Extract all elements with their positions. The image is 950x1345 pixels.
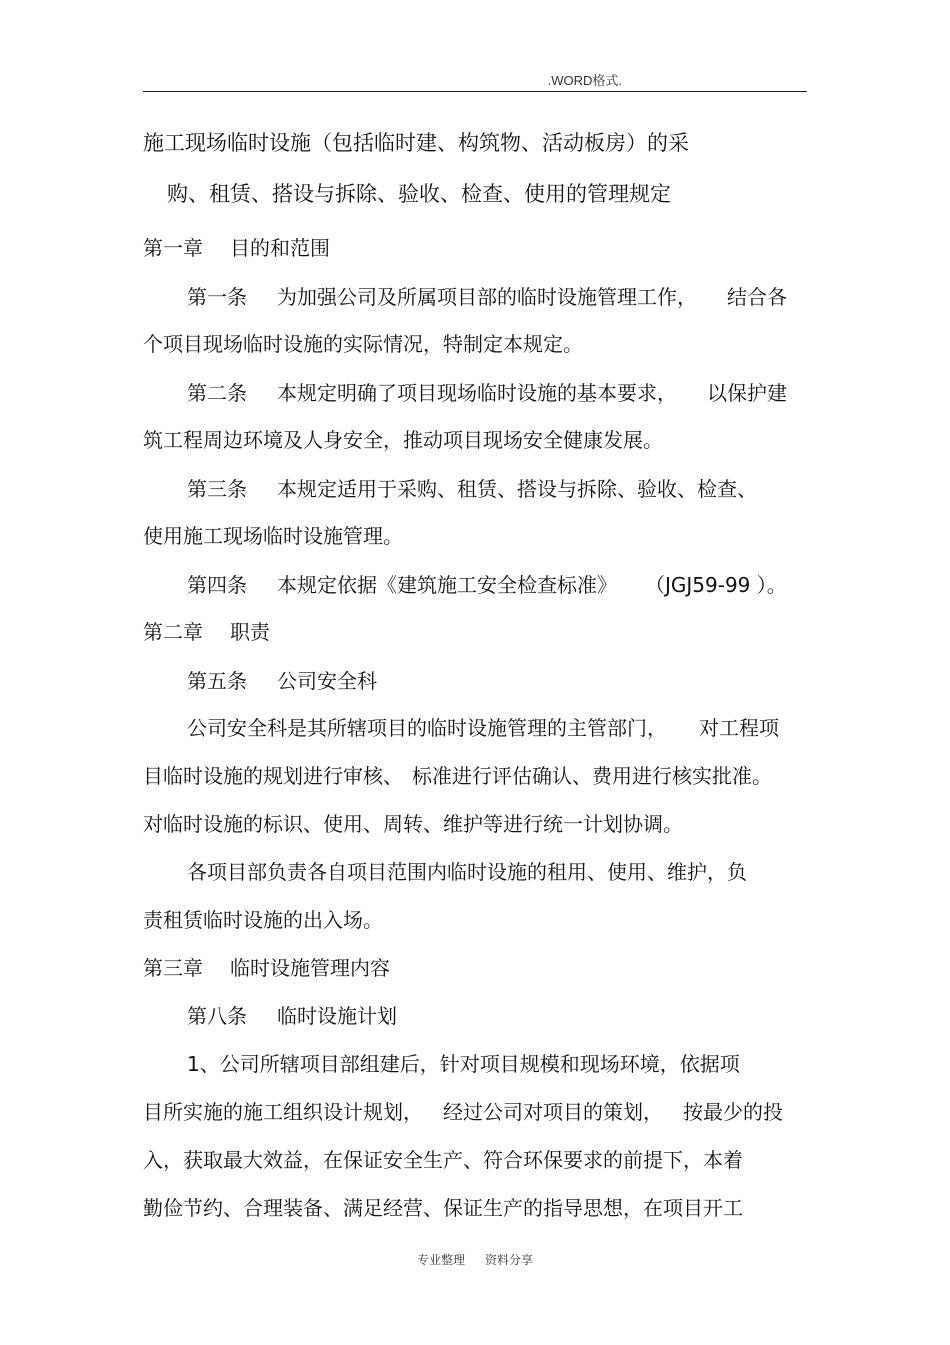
- chapter-number: 第一章: [143, 236, 203, 260]
- article-text: 为加强公司及所属项目部的临时设施管理工作，: [277, 285, 697, 309]
- paragraph-text: 目临时设施的规划进行审核、: [143, 764, 403, 788]
- paragraph-text: 对工程项: [699, 716, 779, 740]
- article-2-line-1: [187, 380, 851, 406]
- article-name: 临时设施计划: [277, 1004, 397, 1028]
- paragraph-2-line-1: 各项目部负责各自项目范围内临时设施的租用、使用、维护，负: [187, 860, 747, 884]
- paragraph-1-line-1: [187, 715, 851, 741]
- paragraph-1-line-3: 对临时设施的标识、使用、周转、维护等进行统一计划协调。: [143, 812, 683, 836]
- chapter-name: 目的和范围: [230, 236, 330, 260]
- article-number: 第二条: [187, 381, 247, 405]
- chapter-number: 第三章: [143, 956, 203, 980]
- item-1-line-3: 入，获取最大效益，在保证安全生产、符合环保要求的前提下，本着: [143, 1148, 743, 1172]
- article-3-line-1: [187, 476, 851, 502]
- article-3-line-2: 使用施工现场临时设施管理。: [143, 524, 403, 548]
- item-text: 经过公司对项目的策划，: [443, 1100, 663, 1124]
- chapter-number: 第二章: [143, 620, 203, 644]
- article-text: 结合各: [727, 285, 787, 309]
- article-text: 以保护建: [707, 381, 787, 405]
- chapter-name: 临时设施管理内容: [230, 956, 390, 980]
- article-text: 本规定适用于采购、租赁、搭设与拆除、验收、检查、: [277, 477, 757, 501]
- paragraph-1-line-2: [143, 763, 807, 789]
- article-text: 本规定明确了项目现场临时设施的基本要求，: [277, 381, 677, 405]
- article-number: 第八条: [187, 1004, 247, 1028]
- chapter-2-heading: [143, 619, 807, 645]
- footer-left-text: 专业整理: [416, 1253, 465, 1267]
- article-number: 第三条: [187, 477, 247, 501]
- article-name: 公司安全科: [277, 669, 377, 693]
- document-title-line-2: 购、租赁、搭设与拆除、验收、检查、使用的管理规定: [167, 182, 671, 206]
- article-4-line-1: [187, 572, 851, 598]
- item-1-line-1: 1、公司所辖项目部组建后，针对项目规模和现场环境，依据项: [187, 1052, 740, 1076]
- chapter-name: 职责: [230, 620, 270, 644]
- item-text: 按最少的投: [683, 1100, 783, 1124]
- article-text: 本规定依据《建筑施工安全检查标准》: [277, 573, 617, 597]
- article-5-heading: [187, 668, 851, 694]
- page-footer: [0, 1251, 950, 1268]
- article-2-line-2: 筑工程周边环境及人身安全，推动项目现场安全健康发展。: [143, 428, 663, 452]
- page-header: .WORD格式.: [547, 73, 622, 88]
- paragraph-text: 公司安全科是其所辖项目的临时设施管理的主管部门，: [187, 716, 667, 740]
- article-number: 第一条: [187, 285, 247, 309]
- header-rule: [143, 91, 807, 92]
- paragraph-text: 标准进行评估确认、费用进行核实批准。: [412, 764, 772, 788]
- item-text: 目所实施的施工组织设计规划，: [143, 1100, 423, 1124]
- article-number: 第四条: [187, 573, 247, 597]
- article-8-heading: [187, 1003, 851, 1029]
- document-title-line-1: 施工现场临时设施（包括临时建、构筑物、活动板房）的采: [143, 131, 689, 155]
- chapter-1-heading: [143, 235, 807, 261]
- item-1-line-4: 勤俭节约、合理装备、满足经营、保证生产的指导思想，在项目开工: [143, 1196, 743, 1220]
- chapter-3-heading: [143, 955, 807, 981]
- paragraph-2-line-2: 责租赁临时设施的出入场。: [143, 908, 383, 932]
- article-1-line-1: [187, 284, 851, 310]
- item-1-line-2: [143, 1099, 807, 1125]
- footer-right-text: 资料分享: [485, 1253, 534, 1267]
- article-number: 第五条: [187, 669, 247, 693]
- article-1-line-2: 个项目现场临时设施的实际情况，特制定本规定。: [143, 332, 583, 356]
- article-text: （JGJ59-99 ）。: [645, 573, 787, 597]
